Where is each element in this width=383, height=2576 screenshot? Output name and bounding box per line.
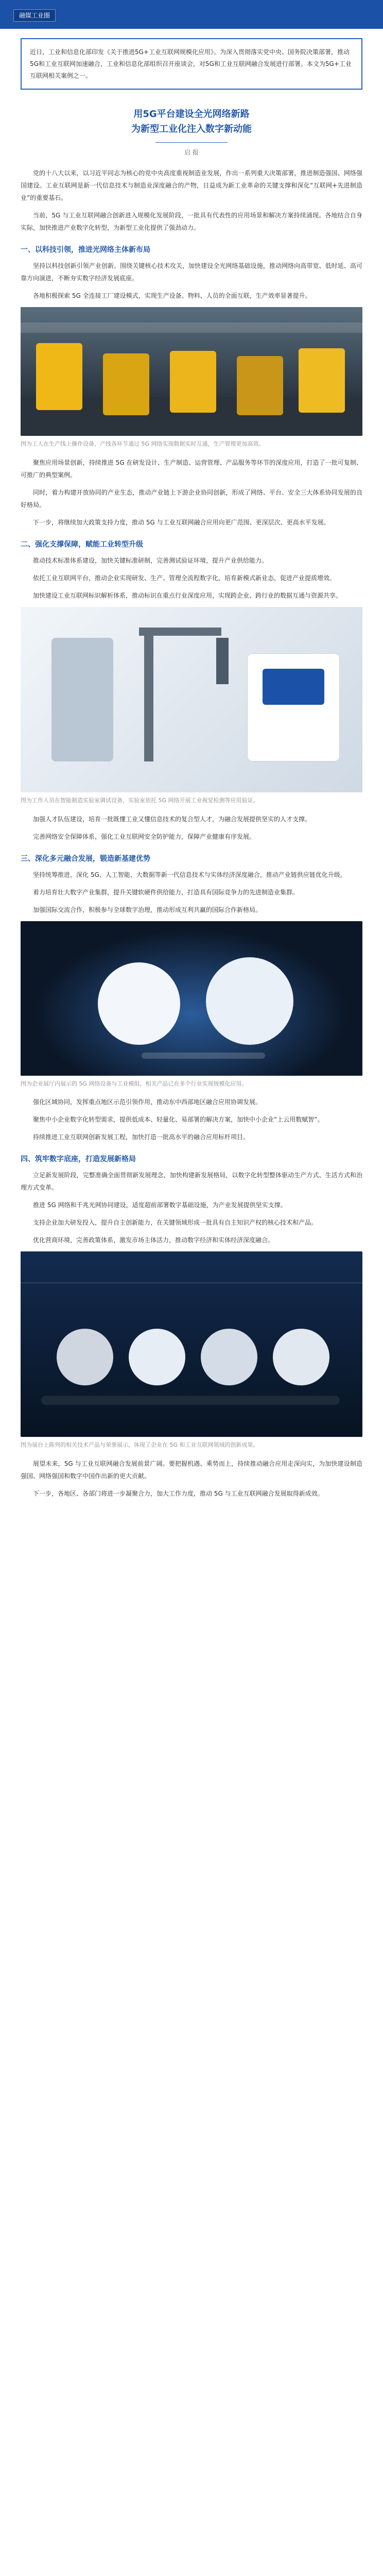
figure-4 (21, 1251, 362, 1437)
paragraph: 聚焦应用场景创新，持续推进 5G 在研发设计、生产制造、运营管理、产品服务等环节的深度应用，打造了一批可复制、可推广的典型案例。 (21, 459, 362, 479)
paragraph: 加快建设工业互联网标识解析体系，推动标识在重点行业深度应用，实现跨企业、跨行业的数据互通与资源共享。 (33, 591, 342, 599)
section-heading-1: 一、以科技引领，推进光网络主体新布局 (21, 245, 150, 254)
paragraph: 持续推进工业互联网创新发展工程，加快打造一批高水平的融合应用标杆项目。 (33, 1133, 250, 1141)
paragraph: 坚持以科技创新引领产业创新。围绕关键核心技术攻关，加快建设全光网络基础设施，推动网络向高带宽、低时延、高可靠方向演进，不断夯实数字经济发展底座。 (21, 262, 362, 282)
paragraph: 优化营商环境，完善政策体系，激发市场主体活力，推动数字经济和实体经济深度融合。 (33, 1236, 274, 1244)
body-block-b (21, 260, 362, 302)
section-tag: 融媒工业圈 (13, 9, 56, 22)
paragraph: 推动技术标准体系建设，加快关键标准研制，完善测试验证环境，提升产业供给能力。 (33, 556, 268, 564)
section-heading-3: 三、深化多元融合发展，锻造新基建优势 (21, 854, 150, 863)
figure-3-caption: 图为企业展厅内展示的 5G 网络设备与工业模组，相关产品已在多个行业实现规模化应用。 (21, 1080, 248, 1087)
figure-4-caption: 图为展台上陈列的相关技术产品与荣誉展示，体现了企业在 5G 和工业互联网领域的创新成果。 (21, 1442, 259, 1449)
paragraph: 推进 5G 网络和千兆光网协同建设，适度超前部署数字基础设施，为产业发展提供坚实支撑。 (33, 1201, 287, 1209)
article-title (0, 107, 383, 143)
paragraph: 党的十八大以来，以习近平同志为核心的党中央高度重视制造业发展，作出一系列重大决策部署，推进制造强国、网络强国建设。工业互联网是新一代信息技术与制造业深度融合的产物，日益成为新工业革命的关键支撑和深化“互联网+先进制造业”的重要基石。 (21, 169, 362, 201)
paragraph: 坚持统筹推进，深化 5G、人工智能、大数据等新一代信息技术与实体经济深度融合，推动产业链供应链优化升级。 (33, 871, 346, 878)
paragraph: 加强国际交流合作，积极参与全球数字治理，推动形成互利共赢的国际合作新格局。 (33, 906, 262, 913)
paragraph: 当前，5G 与工业互联网融合创新进入规模化发展阶段，一批具有代表性的应用场景和解决方案持续涌现。各地结合自身实际，加快推进产业数字化转型，为新型工业化提供了强劲动力。 (21, 211, 362, 231)
intro-box: 近日，工业和信息化部印发《关于推进5G+工业互联网规模化应用》。为深入贯彻落实党中央、国务院决策部署，推动5G和工业互联网加速融合，工业和信息化部组织召开座谈会，对5G和工业互联网融合发展进行部署。本文为5G+工业互联网相关案例之一。 (21, 38, 362, 90)
paragraph: 同时，着力构建开放协同的产业生态，推动产业链上下游企业协同创新，形成了网络、平台、安全三大体系协同发展的良好格局。 (21, 488, 362, 509)
paragraph: 下一步，各地区、各部门将进一步凝聚合力，加大工作力度，推动 5G 与工业互联网融合发展取得新成效。 (33, 1490, 324, 1498)
body-block-a (21, 167, 362, 234)
body-block-e (21, 813, 362, 843)
paragraph: 强化区域协同，发挥重点地区示范引领作用，推动东中西部地区融合应用协调发展。 (33, 1098, 262, 1106)
section-heading-2: 二、强化支撑保障，赋能工业转型升级 (21, 540, 143, 549)
title-divider (155, 142, 228, 143)
paragraph: 依托工业互联网平台，推动企业实现研发、生产、管理全流程数字化，培育新模式新业态，促进产业提质增效。 (33, 574, 336, 582)
body-block-f (21, 869, 362, 916)
paragraph: 加强人才队伍建设，培育一批既懂工业又懂信息技术的复合型人才，为融合发展提供坚实的人才支撑。 (33, 815, 311, 823)
body-block-d (21, 554, 362, 602)
paragraph: 完善网络安全保障体系，强化工业互联网安全防护能力，保障产业健康有序发展。 (33, 833, 256, 840)
body-block-h (21, 1169, 362, 1246)
body-block-c (21, 456, 362, 529)
title-line-1: 用5G平台建设全光网络新路 (133, 109, 250, 120)
paragraph: 各地积极探索 5G 全连接工厂建设模式，实现生产设备、物料、人员的全面互联，生产效率显著提升。 (33, 292, 311, 299)
figure-1 (21, 307, 362, 436)
figure-2-caption: 图为工作人员在智能制造实验室调试设备，实验室依托 5G 网络开展工业视觉检测等应用验证。 (21, 796, 259, 804)
exhibit-photo (21, 1251, 362, 1437)
lab-photo (21, 607, 362, 792)
byline: 启 报 (184, 148, 199, 156)
title-line-2: 为新型工业化注入数字新动能 (131, 124, 252, 135)
section-heading-4: 四、筑牢数字底座，打造发展新格局 (21, 1155, 136, 1164)
body-block-g (21, 1096, 362, 1143)
factory-line-photo (21, 307, 362, 436)
paragraph: 支持企业加大研发投入，提升自主创新能力，在关键领域形成一批具有自主知识产权的核心技术和产品。 (33, 1219, 318, 1227)
paragraph: 着力培育壮大数字产业集群，提升关键软硬件供给能力，打造具有国际竞争力的先进制造业集群。 (33, 888, 299, 896)
paragraph: 聚焦中小企业数字化转型需求，提供低成本、轻量化、易部署的解决方案，加快中小企业“上云用数赋智”。 (33, 1116, 324, 1124)
body-block-i (21, 1458, 362, 1500)
paragraph: 下一步，将继续加大政策支持力度，推动 5G 与工业互联网融合应用向更广范围、更深层次、更高水平发展。 (33, 518, 330, 526)
header-banner (0, 0, 383, 29)
showroom-photo (21, 921, 362, 1076)
paragraph: 展望未来，5G 与工业互联网融合发展前景广阔。要把握机遇、乘势而上，持续推动融合应用走深向实，为加快建设制造强国、网络强国和数字中国作出新的更大贡献。 (21, 1460, 362, 1480)
figure-2 (21, 607, 362, 792)
paragraph: 立足新发展阶段，完整准确全面贯彻新发展理念，加快构建新发展格局，以数字化转型整体驱动生产方式、生活方式和治理方式变革。 (21, 1172, 362, 1192)
figure-3 (21, 921, 362, 1076)
figure-1-caption: 图为工人在生产线上操作设备，产线各环节通过 5G 网络实现数据实时互通，生产管理更加高效。 (21, 440, 265, 447)
